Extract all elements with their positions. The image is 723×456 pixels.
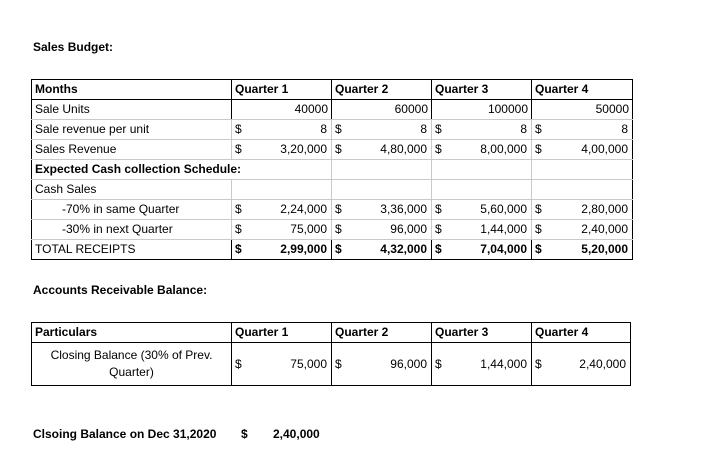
cell-value: [232, 220, 332, 240]
row-label: Sale Units: [32, 100, 232, 120]
table-row: [32, 200, 633, 220]
final-balance-label: Clsoing Balance on Dec 31,2020: [33, 427, 217, 441]
currency-symbol: $: [435, 142, 442, 156]
sales-budget-title: Sales Budget:: [33, 40, 114, 54]
empty-cell: [432, 180, 532, 200]
header-quarter-4: Quarter 4: [532, 323, 631, 343]
cell-value: 100000: [432, 100, 532, 120]
amount: 7,04,000: [480, 242, 527, 256]
empty-cell: [332, 180, 432, 200]
cell-value: [532, 200, 633, 220]
row-label: -30% in next Quarter: [32, 220, 232, 240]
amount: 2,40,000: [579, 356, 626, 371]
amount: 5,20,000: [581, 242, 628, 256]
currency-symbol: $: [535, 242, 542, 256]
final-balance-amount: 2,40,000: [273, 427, 320, 441]
currency-symbol: $: [535, 202, 542, 216]
cell-value: 60000: [332, 100, 432, 120]
amount: 8: [420, 122, 427, 136]
currency-symbol: $: [235, 242, 242, 256]
amount: 3,20,000: [280, 142, 327, 156]
table-header-row: [32, 80, 633, 100]
currency-symbol: $: [535, 222, 542, 236]
currency-symbol: $: [535, 142, 542, 156]
cell-value: [532, 140, 633, 160]
currency-symbol: $: [535, 122, 542, 136]
header-quarter-1: Quarter 1: [232, 80, 332, 100]
amount: 96,000: [390, 356, 427, 371]
currency-symbol: $: [335, 202, 342, 216]
table-row: [32, 140, 633, 160]
row-label: Closing Balance (30% of Prev. Quarter): [32, 343, 232, 386]
header-quarter-2: Quarter 2: [332, 323, 432, 343]
currency-symbol: $: [435, 222, 442, 236]
currency-symbol: $: [235, 356, 242, 371]
amount: 8: [320, 122, 327, 136]
cell-value: [332, 140, 432, 160]
table-row: [32, 180, 633, 200]
currency-symbol: $: [335, 356, 342, 371]
table-row: [32, 100, 633, 120]
currency-symbol: $: [435, 202, 442, 216]
currency-symbol: $: [235, 222, 242, 236]
header-quarter-3: Quarter 3: [432, 323, 532, 343]
table-row: [32, 343, 631, 386]
empty-cell: [532, 160, 633, 180]
header-quarter-4: Quarter 4: [532, 80, 633, 100]
cell-value: [432, 343, 532, 386]
row-label: Sales Revenue: [32, 140, 232, 160]
empty-cell: [232, 160, 332, 180]
cell-value: [332, 240, 432, 260]
empty-cell: [232, 180, 332, 200]
cell-value: [432, 220, 532, 240]
cell-value: [532, 120, 633, 140]
amount: 3,36,000: [380, 202, 427, 216]
cell-value: [432, 240, 532, 260]
cell-value: [232, 120, 332, 140]
amount: 75,000: [290, 356, 327, 371]
amount: 4,32,000: [380, 242, 427, 256]
collection-schedule-heading: Expected Cash collection Schedule:: [32, 160, 232, 180]
table-row-total: [32, 240, 633, 260]
sales-budget-table: [31, 79, 633, 260]
cell-value: 40000: [232, 100, 332, 120]
currency-symbol: $: [435, 122, 442, 136]
cell-value: [332, 220, 432, 240]
row-label: -70% in same Quarter: [32, 200, 232, 220]
header-quarter-3: Quarter 3: [432, 80, 532, 100]
currency-symbol: $: [335, 142, 342, 156]
amount: 2,99,000: [280, 242, 327, 256]
amount: 8,00,000: [480, 142, 527, 156]
currency-symbol: $: [235, 202, 242, 216]
currency-symbol: $: [535, 356, 542, 371]
cell-value: [532, 220, 633, 240]
amount: 2,40,000: [581, 222, 628, 236]
row-label: Cash Sales: [32, 180, 232, 200]
currency-symbol: $: [435, 242, 442, 256]
cell-value: 50000: [532, 100, 633, 120]
amount: 1,44,000: [480, 222, 527, 236]
currency-symbol: $: [235, 122, 242, 136]
cell-value: [532, 343, 631, 386]
cell-value: [232, 240, 332, 260]
cell-value: [232, 140, 332, 160]
currency-symbol: $: [335, 222, 342, 236]
row-label: TOTAL RECEIPTS: [32, 240, 232, 260]
header-quarter-2: Quarter 2: [332, 80, 432, 100]
cell-value: [332, 343, 432, 386]
amount: 2,80,000: [581, 202, 628, 216]
cell-value: [532, 240, 633, 260]
amount: 8: [520, 122, 527, 136]
amount: 5,60,000: [480, 202, 527, 216]
table-row: [32, 160, 633, 180]
cell-value: [432, 200, 532, 220]
table-row: [32, 120, 633, 140]
cell-value: [432, 120, 532, 140]
cell-value: [232, 343, 332, 386]
header-particulars: Particulars: [32, 323, 232, 343]
currency-symbol: $: [335, 122, 342, 136]
amount: 1,44,000: [480, 356, 527, 371]
ar-balance-table: [31, 322, 631, 386]
cell-value: [332, 200, 432, 220]
amount: 4,80,000: [380, 142, 427, 156]
amount: 2,24,000: [280, 202, 327, 216]
amount: 8: [621, 122, 628, 136]
currency-symbol: $: [235, 142, 242, 156]
cell-value: [332, 120, 432, 140]
empty-cell: [532, 180, 633, 200]
table-row: [32, 220, 633, 240]
amount: 4,00,000: [581, 142, 628, 156]
empty-cell: [332, 160, 432, 180]
currency-symbol: $: [435, 356, 442, 371]
table-header-row: [32, 323, 631, 343]
cell-value: [432, 140, 532, 160]
cell-value: [232, 200, 332, 220]
empty-cell: [432, 160, 532, 180]
amount: 96,000: [390, 222, 427, 236]
header-quarter-1: Quarter 1: [232, 323, 332, 343]
final-balance-currency: $: [241, 427, 248, 441]
currency-symbol: $: [335, 242, 342, 256]
header-months: Months: [32, 80, 232, 100]
row-label: Sale revenue per unit: [32, 120, 232, 140]
amount: 75,000: [290, 222, 327, 236]
accounts-receivable-title: Accounts Receivable Balance:: [33, 283, 208, 297]
